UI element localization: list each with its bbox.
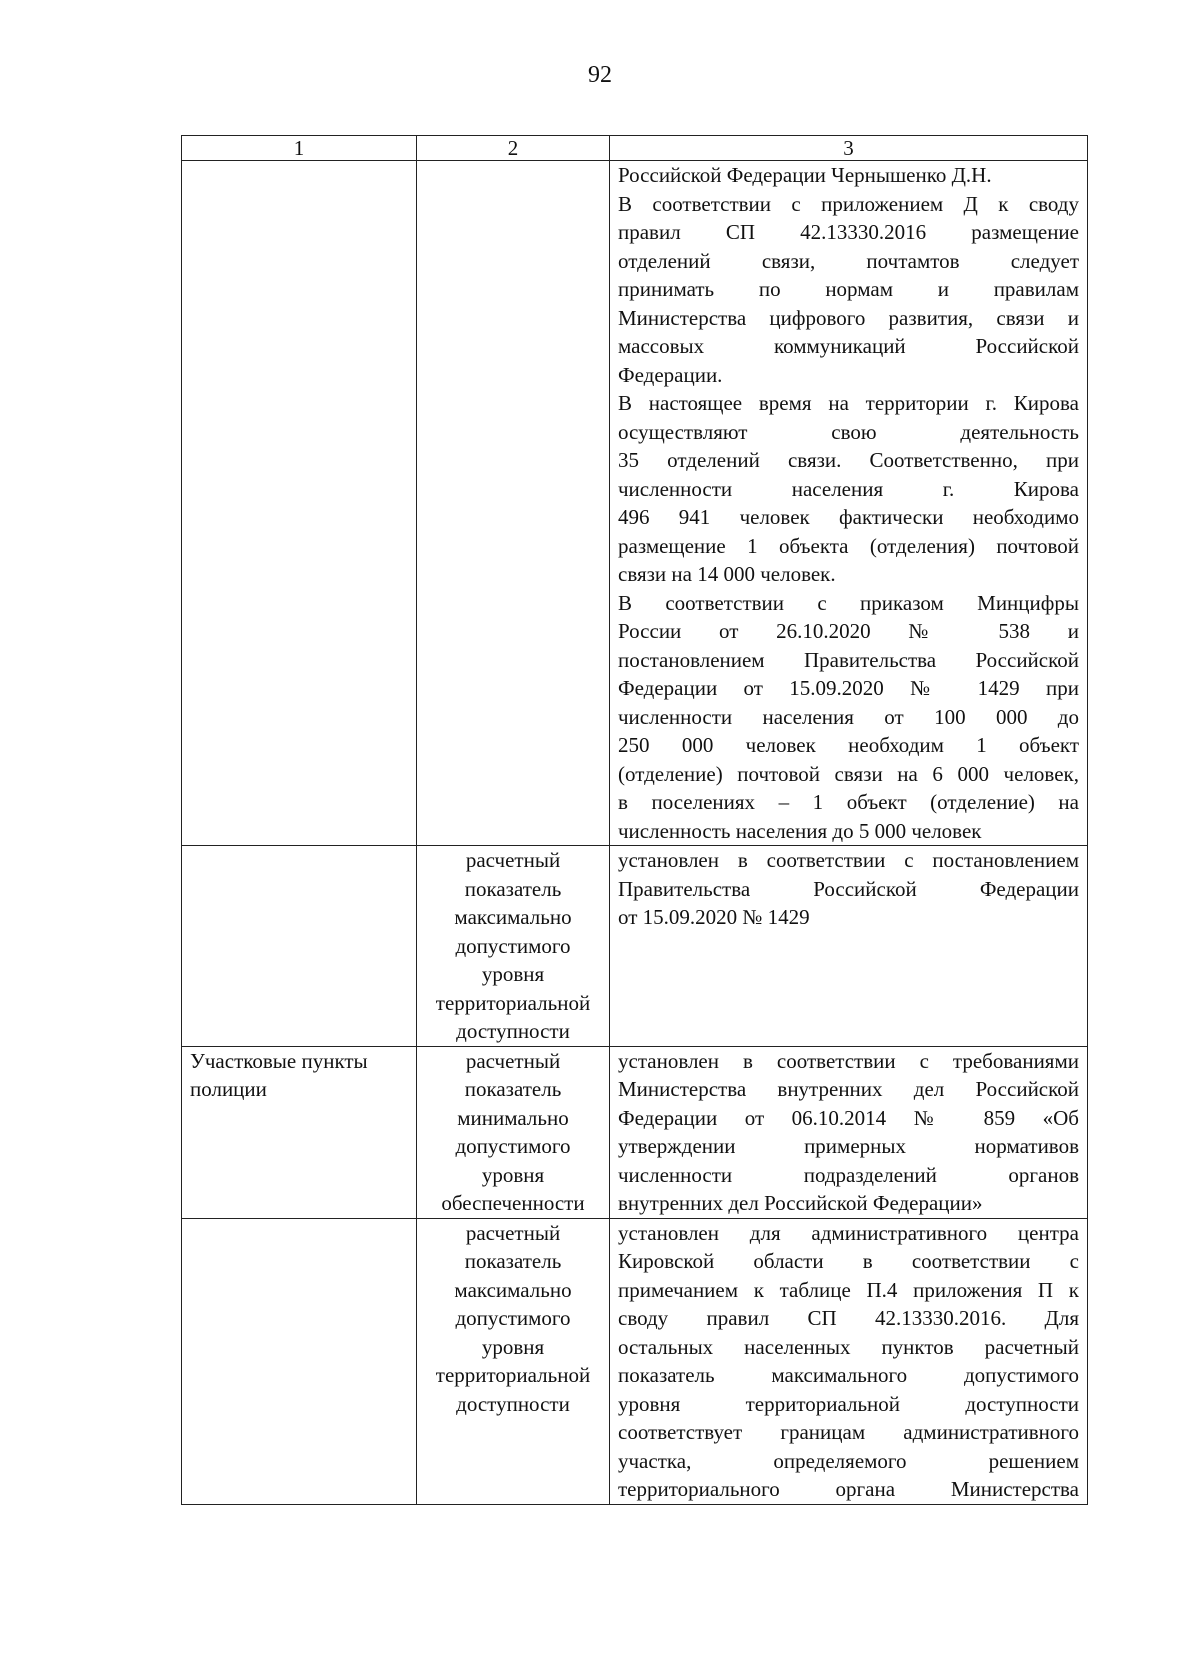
row1-col2 [417,161,610,846]
text-line: допустимого [455,933,571,958]
text-line: расчетный [465,1220,561,1245]
text-line: Кировской области в соответствии с [618,1249,1079,1273]
table-header-row [182,136,1088,161]
text-line: численности населения от 100 000 до [618,704,1079,729]
text-line: массовых коммуникаций Российской [618,334,1079,358]
text-line: принимать по нормам и правилам [618,277,1079,301]
text-line: установлен в соответствии с постановлением [618,848,1079,872]
row2-col3 [610,846,1088,1047]
text-line: показатель [464,1249,562,1273]
row1-col1 [182,161,417,846]
text-line: численности подразделений органов [618,1162,1079,1187]
text-line: отделений связи, почтамтов следует [618,248,1079,273]
text-line: Федерации. [618,362,723,387]
text-line: осуществляют свою деятельность [618,419,1079,444]
text-line: максимально [454,1277,572,1302]
table-row [182,846,1088,1047]
table-row [182,161,1088,846]
text-line: Федерации от 15.09.2020 № 1429 при [618,676,1079,700]
text-line: размещение 1 объекта (отделения) почтовой [618,533,1079,558]
text-line: Российской Федерации Чернышенко Д.Н. [618,163,992,187]
text-line: расчетный [465,1048,561,1073]
text-line: 496 941 человек фактически необходимо [618,505,1079,529]
row2-col1 [182,846,417,1047]
text-line: от 15.09.2020 № 1429 [618,905,810,929]
text-line: максимально [454,905,572,929]
row4-col3 [610,1218,1088,1504]
text-line: России от 26.10.2020 № 538 и [618,619,1079,643]
text-line: своду правил СП 42.13330.2016. Для [618,1306,1079,1330]
text-line: численность населения до 5 000 человек [618,818,982,843]
text-line: территориальной [435,990,591,1015]
text-line: численности населения г. Кирова [618,476,1079,501]
page-number: 92 [588,62,612,88]
text-line: Федерации от 06.10.2014 № 859 «Об [618,1105,1079,1130]
text-line: правил СП 42.13330.2016 размещение [618,220,1079,244]
text-line: показатель [464,876,562,901]
text-line: доступности [456,1019,570,1043]
data-table [181,135,1088,1505]
text-line: территориального органа Министерства [618,1477,1079,1501]
text-line: территориальной [435,1363,591,1387]
text-line: уровня [481,962,545,986]
text-line: минимально [457,1105,569,1130]
text-line: доступности [456,1391,570,1416]
text-line: полиции [190,1077,267,1101]
text-line: В соответствии с приказом Минцифры [618,590,1079,615]
text-line: участка, определяемого решением [618,1448,1079,1473]
row3-col1 [182,1046,417,1218]
text-line: установлен для административного центра [618,1220,1079,1245]
text-line: уровня [481,1334,545,1359]
text-line: уровня территориальной доступности [618,1391,1079,1416]
header-col-1: 1 [182,136,417,161]
text-line: (отделение) почтовой связи на 6 000 человек, [618,761,1079,786]
text-line: показатель максимального допустимого [618,1363,1079,1387]
header-col-3: 3 [610,136,1088,161]
text-line: Министерства внутренних дел Российской [618,1077,1079,1101]
text-line: допустимого [455,1306,571,1330]
text-line: внутренних дел Российской Федерации» [618,1191,983,1215]
header-col-2: 2 [417,136,610,161]
text-line: в поселениях – 1 объект (отделение) на [618,790,1079,814]
row1-paragraphs [618,161,1079,845]
table-row [182,1218,1088,1504]
text-line: Участковые пункты [190,1048,368,1073]
text-line: уровня [481,1162,545,1187]
text-line: обеспеченности [441,1191,585,1215]
text-line: 250 000 человек необходим 1 объект [618,733,1079,757]
text-line: показатель [464,1077,562,1101]
text-line: 35 отделений связи. Соответственно, при [618,448,1079,472]
row1-col3 [610,161,1088,846]
row3-col2 [417,1046,610,1218]
row2-col2 [417,846,610,1047]
table-row [182,1046,1088,1218]
text-line: расчетный [465,848,561,872]
text-line: связи на 14 000 человек. [618,562,836,586]
row4-col2 [417,1218,610,1504]
text-line: установлен в соответствии с требованиями [618,1048,1079,1073]
text-line: утверждении примерных нормативов [618,1134,1079,1158]
row4-col1 [182,1218,417,1504]
text-line: В соответствии с приложением Д к своду [618,191,1079,216]
text-line: примечанием к таблице П.4 приложения П к [618,1277,1079,1302]
row3-col3 [610,1046,1088,1218]
text-line: В настоящее время на территории г. Кирова [618,391,1079,415]
text-line: Министерства цифрового развития, связи и [618,305,1079,330]
text-line: постановлением Правительства Российской [618,647,1079,672]
text-line: допустимого [455,1134,571,1158]
text-line: соответствует границам административного [618,1420,1079,1444]
text-line: Правительства Российской Федерации [618,876,1079,901]
text-line: остальных населенных пунктов расчетный [618,1334,1079,1359]
